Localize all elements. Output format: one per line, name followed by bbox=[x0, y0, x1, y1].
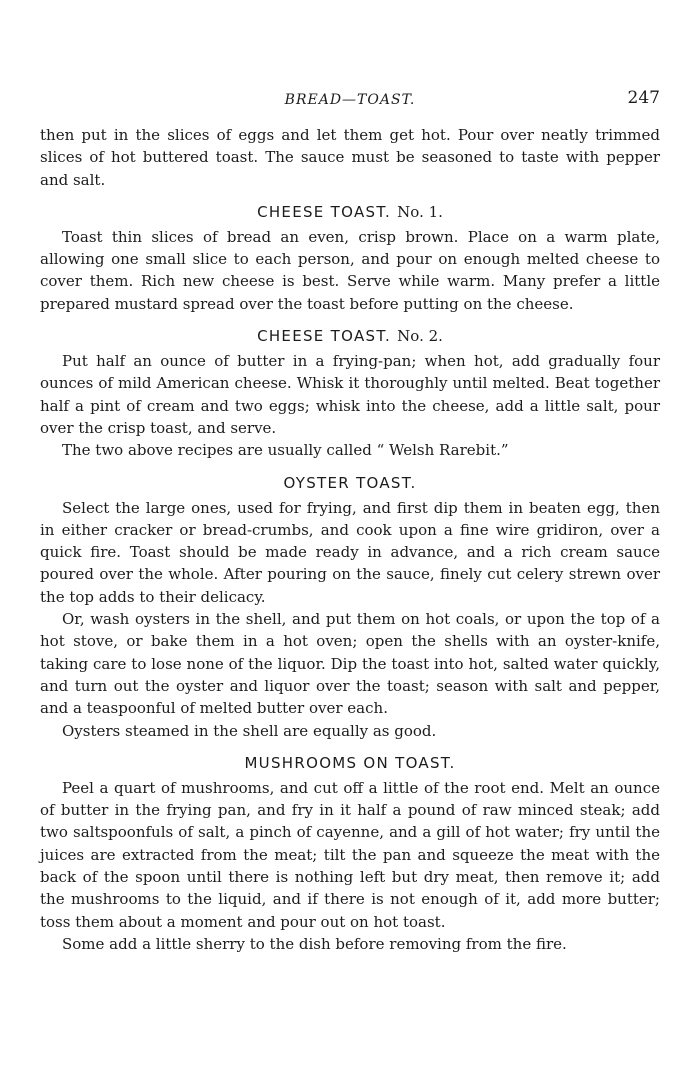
heading-title: CHEESE TOAST. bbox=[257, 202, 392, 221]
book-page bbox=[40, 88, 660, 955]
paragraph: Or, wash oysters in the shell, and put them on hot coals, or upon the top of a hot stove, or bake them in a hot oven; open the shells with an oyster-knife, taking care to lose none of the liquor. Dip the toast into hot, salted water quickly, and turn out the oyster and liquor over the toast; season with salt and pepper, and a teaspoonful of melted butter over each. bbox=[40, 610, 660, 718]
heading-title: OYSTER TOAST. bbox=[283, 473, 417, 492]
heading-title: CHEESE TOAST. bbox=[257, 327, 392, 346]
heading-number: No. 2. bbox=[397, 327, 443, 346]
paragraph: Oysters steamed in the shell are equally as good. bbox=[62, 721, 437, 740]
section-heading bbox=[40, 754, 660, 772]
heading-title: MUSHROOMS ON TOAST. bbox=[244, 753, 456, 772]
page-number: 247 bbox=[627, 88, 660, 108]
running-title: BREAD—TOAST. bbox=[284, 92, 416, 108]
paragraph: Toast thin slices of bread an even, crisp brown. Place on a warm plate, allowing one small slice to each person, and pour on enough melted cheese to cover them. Rich new cheese is best. Serve while warm. Many prefer a little prepared mustard spread over the toast before putting on the cheese. bbox=[40, 227, 660, 313]
section-heading bbox=[40, 327, 660, 345]
paragraph: Select the large ones, used for frying, and first dip them in beaten egg, then in either cracker or bread-crumbs, and cook upon a fine wire gridiron, over a quick fire. Toast should be made ready in advance, and a rich cream sauce poured over the whole. After pouring on the sauce, finely cut celery strewn over the top adds to their delicacy. bbox=[40, 498, 660, 606]
section-oyster-toast bbox=[40, 474, 660, 742]
running-head bbox=[40, 88, 660, 116]
heading-number: No. 1. bbox=[397, 202, 443, 221]
intro-paragraph: then put in the slices of eggs and let them get hot. Pour over neatly trimmed slices of hot buttered toast. The sauce must be seasoned to taste with pepper and salt. bbox=[40, 126, 660, 189]
paragraph: The two above recipes are usually called “ Welsh Rarebit.” bbox=[62, 441, 509, 460]
paragraph: Peel a quart of mushrooms, and cut off a little of the root end. Melt an ounce of butter in the frying pan, and fry in it half a pound of raw minced steak; add two saltspoonfuls of salt, a pinch of cayenne, and a gill of hot water; fry until the juices are extracted from the meat; tilt the pan and squeeze the meat with the back of the spoon until there is nothing left but dry meat, then remove it; add the mushrooms to the liquid, and if there is not enough of it, add more butter; toss them about a moment and pour out on hot toast. bbox=[40, 778, 660, 931]
section-heading bbox=[40, 474, 660, 492]
section-cheese-toast-1 bbox=[40, 203, 660, 315]
paragraph: Put half an ounce of butter in a frying-pan; when hot, add gradually four ounces of mild American cheese. Whisk it thoroughly until melted. Beat together half a pint of cream and two eggs; whisk into the cheese, add a little salt, pour over the crisp toast, and serve. bbox=[40, 352, 660, 437]
section-cheese-toast-2 bbox=[40, 327, 660, 461]
section-heading bbox=[40, 203, 660, 221]
paragraph: Some add a little sherry to the dish before removing from the fire. bbox=[62, 934, 567, 953]
section-mushrooms-on-toast bbox=[40, 754, 660, 955]
